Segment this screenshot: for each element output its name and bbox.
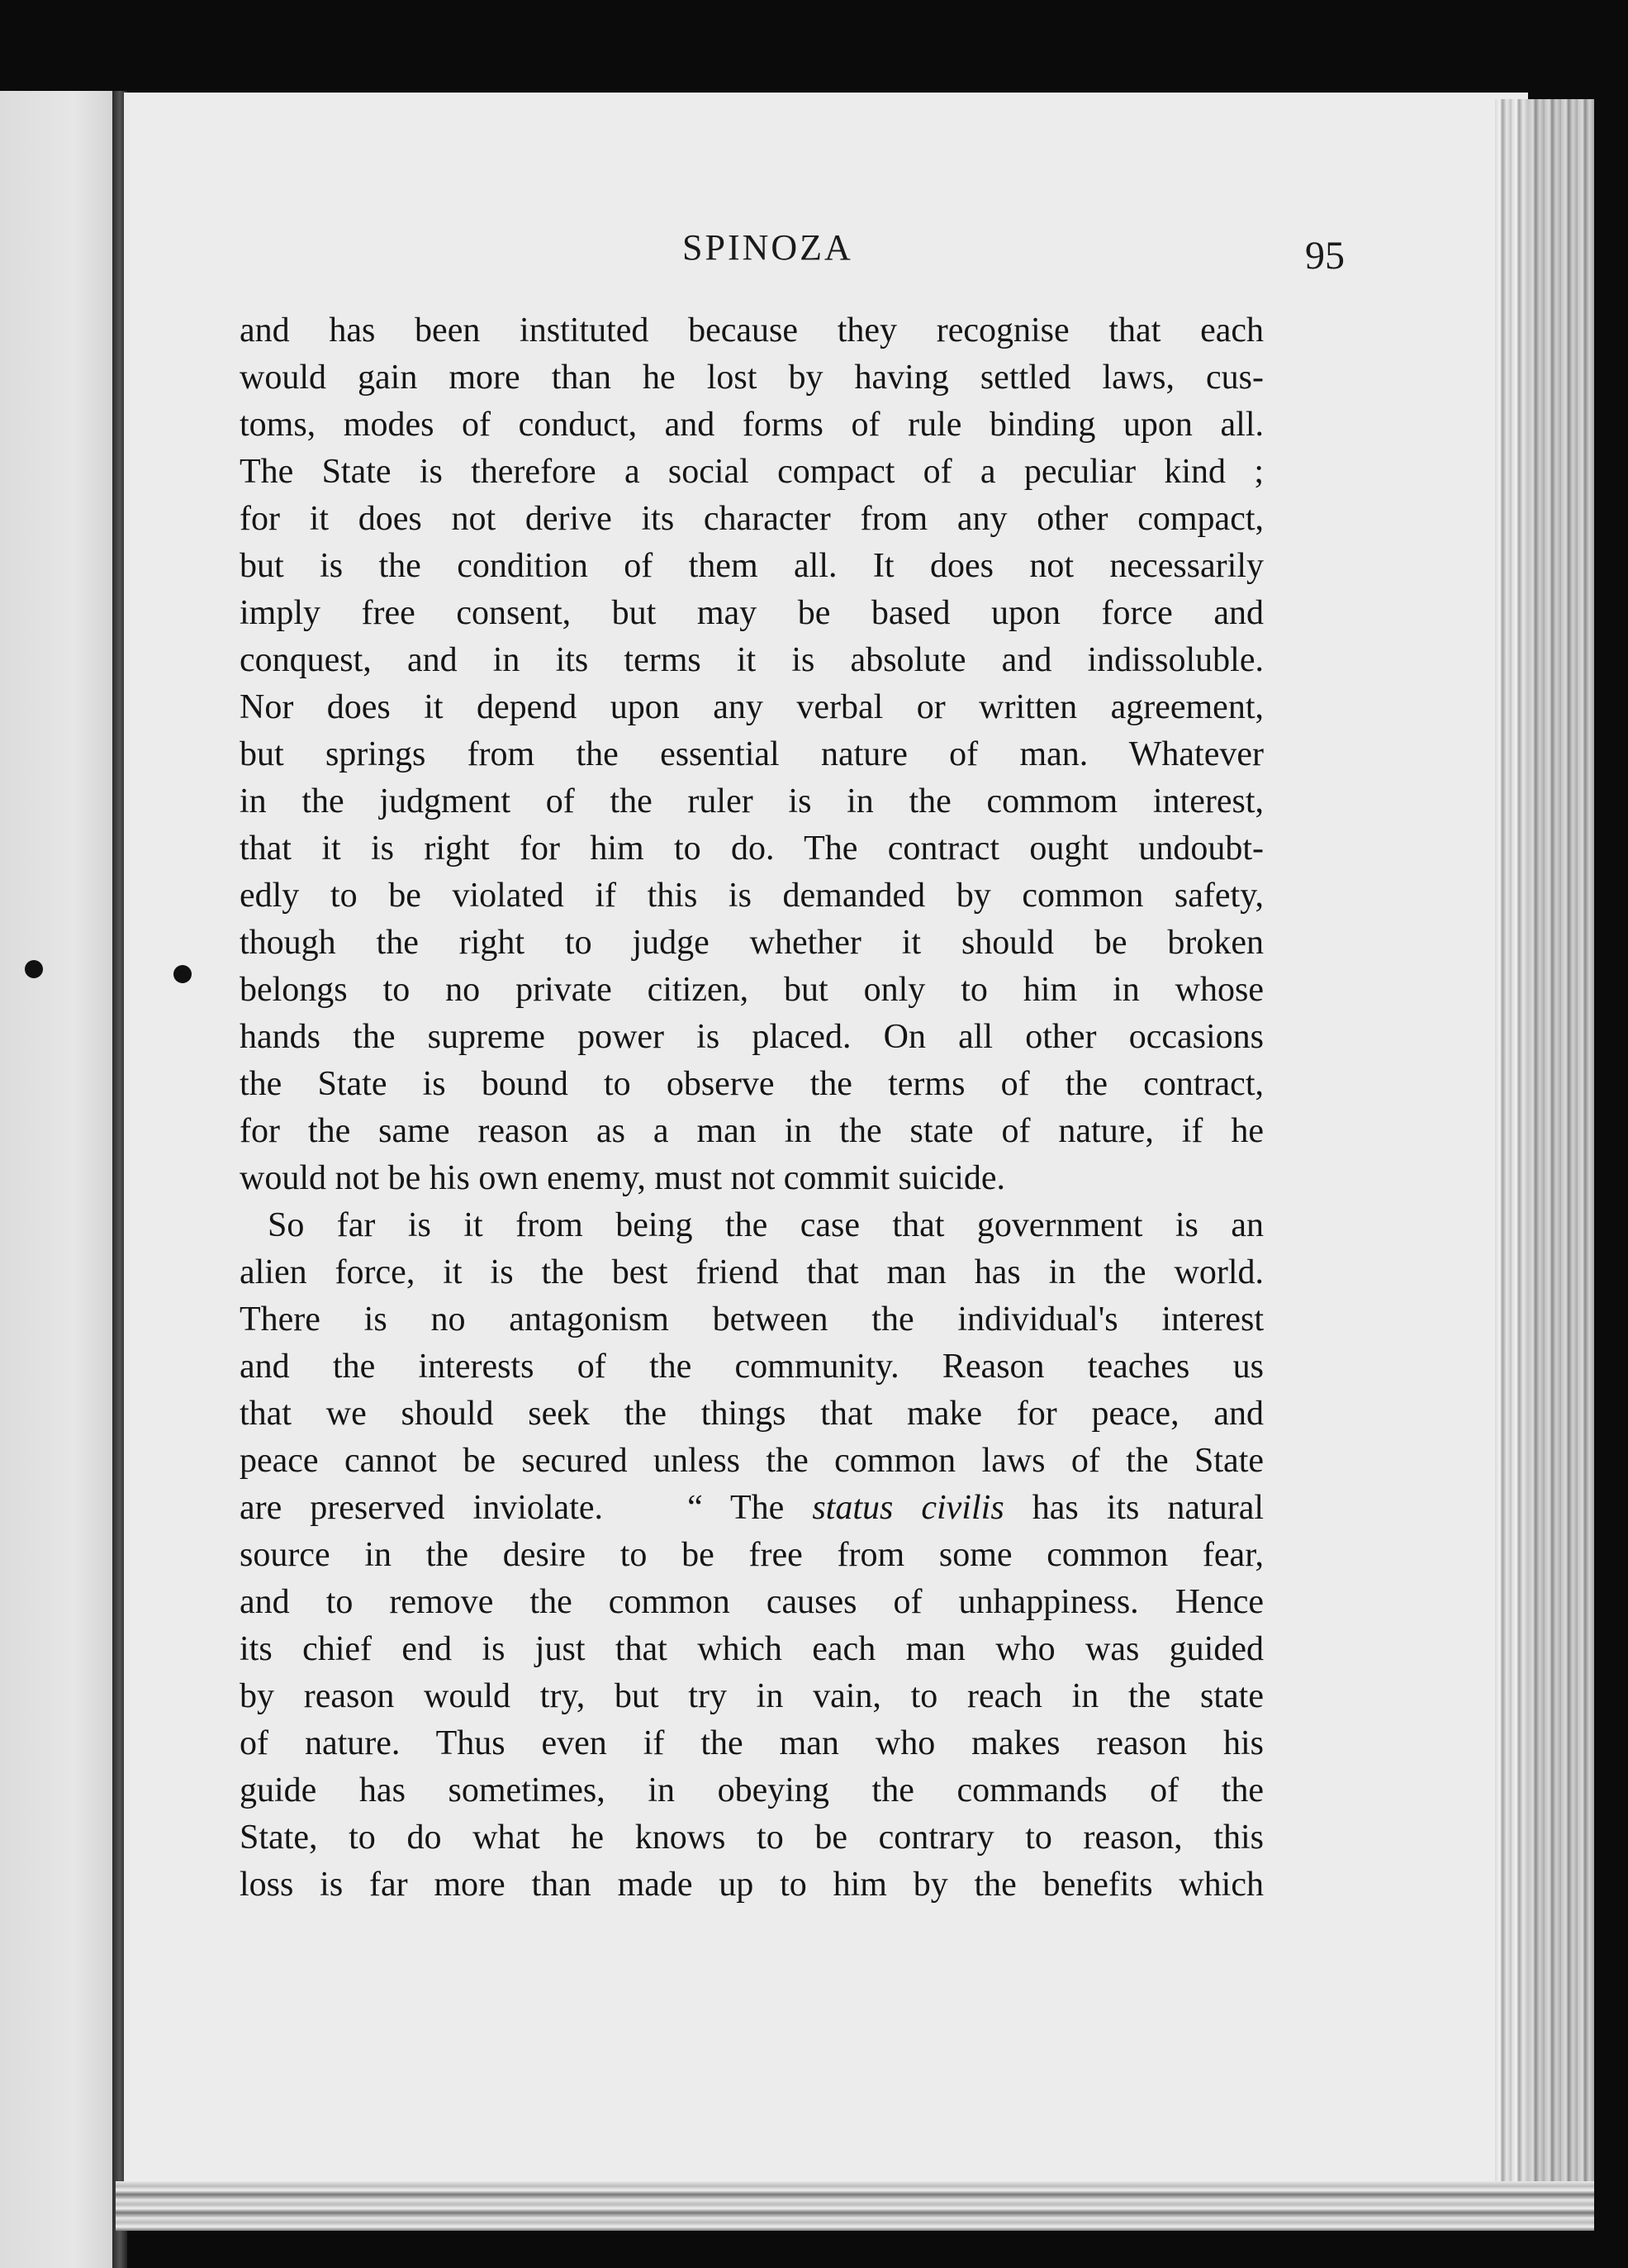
italic-phrase: status civilis xyxy=(812,1489,1004,1527)
text-line: and has been instituted because they recognise that each xyxy=(240,311,1264,349)
text-line: would not be his own enemy, must not commit suicide. xyxy=(240,1159,1006,1197)
facing-page-edge xyxy=(0,91,124,2268)
text-line: the State is bound to observe the terms of the contract, xyxy=(240,1065,1264,1103)
text-line: that we should seek the things that make for peace, and xyxy=(240,1395,1264,1433)
text-line: source in the desire to be free from some common fear, xyxy=(240,1536,1264,1574)
text-line: The State is therefore a social compact of a peculiar kind ; xyxy=(240,453,1264,491)
text-line: in the judgment of the ruler is in the commom interest, xyxy=(240,782,1264,820)
text-fragment: has its natural xyxy=(1032,1489,1265,1527)
text-line: but springs from the essential nature of man. Whatever xyxy=(240,735,1264,773)
text-line: hands the supreme power is placed. On all other occasions xyxy=(240,1018,1264,1056)
text-line: of nature. Thus even if the man who makes reason his xyxy=(240,1724,1264,1762)
page-stack-right-edge xyxy=(1495,99,1594,2214)
text-line: toms, modes of conduct, and forms of rule binding upon all. xyxy=(240,406,1264,444)
text-line: would gain more than he lost by having settled laws, cus- xyxy=(240,359,1264,397)
text-line: conquest, and in its terms it is absolute and indissoluble. xyxy=(240,641,1264,679)
text-line: for it does not derive its character from any other compact, xyxy=(240,500,1264,538)
text-fragment: “ The xyxy=(687,1489,785,1527)
binding-hole-mark xyxy=(25,960,43,978)
text-line: imply free consent, but may be based upon force and xyxy=(240,594,1264,632)
text-fragment: are preserved inviolate. xyxy=(240,1489,604,1527)
running-head: SPINOZA xyxy=(682,227,853,268)
text-line: State, to do what he knows to be contrary to reason, this xyxy=(240,1819,1264,1857)
text-line: peace cannot be secured unless the common laws of the State xyxy=(240,1442,1264,1480)
text-line: edly to be violated if this is demanded by common safety, xyxy=(240,877,1264,915)
text-line: its chief end is just that which each man who was guided xyxy=(240,1630,1264,1668)
text-line: alien force, it is the best friend that man has in the world. xyxy=(240,1253,1264,1291)
text-line: guide has sometimes, in obeying the commands of the xyxy=(240,1771,1264,1809)
text-line: So far is it from being the case that government is an xyxy=(268,1206,1264,1244)
text-line: There is no antagonism between the individual's interest xyxy=(240,1300,1264,1338)
body-text xyxy=(240,307,1264,1909)
text-line: loss is far more than made up to him by the benefits which xyxy=(240,1866,1264,1904)
text-line: that it is right for him to do. The contract ought undoubt- xyxy=(240,830,1264,868)
text-line: and to remove the common causes of unhappiness. Hence xyxy=(240,1583,1264,1621)
text-line: belongs to no private citizen, but only to him in whose xyxy=(240,971,1264,1009)
text-line: for the same reason as a man in the state of nature, if he xyxy=(240,1112,1264,1150)
text-line: though the right to judge whether it should be broken xyxy=(240,924,1264,962)
text-line: and the interests of the community. Reason teaches us xyxy=(240,1348,1264,1386)
page-stack-bottom-edge xyxy=(116,2181,1594,2231)
text-line: but is the condition of them all. It does not necessarily xyxy=(240,547,1264,585)
text-line: Nor does it depend upon any verbal or written agreement, xyxy=(240,688,1264,726)
text-line-with-italic xyxy=(240,1485,1264,1532)
text-line: by reason would try, but try in vain, to reach in the state xyxy=(240,1677,1264,1715)
page-number: 95 xyxy=(1305,234,1345,278)
binding-hole-mark xyxy=(173,965,192,983)
